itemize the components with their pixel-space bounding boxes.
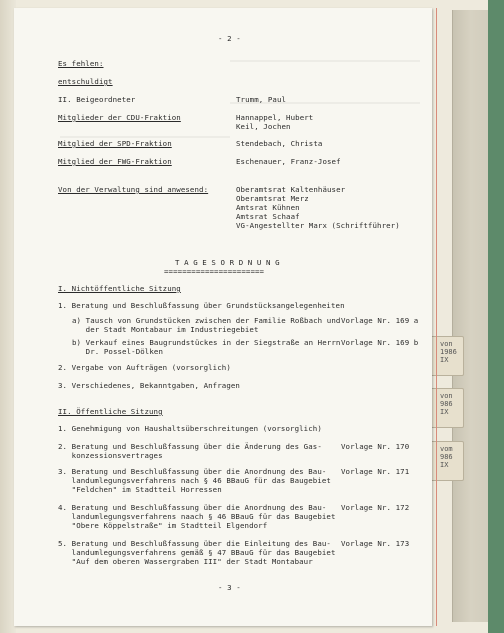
agenda-item-text: 3. Beratung und Beschlußfassung über die Anordnung des Bau-	[58, 467, 327, 476]
agenda-item-text: "Feldchen" im Stadtteil Horressen	[58, 485, 222, 494]
absent-role: Mitglied der SPD-Fraktion	[58, 139, 172, 148]
agenda-item-text: 3. Verschiedenes, Bekanntgaben, Anfragen	[58, 381, 240, 390]
excused-heading: entschuldigt	[58, 77, 113, 86]
agenda-item-text: b) Verkauf eines Baugrundstückes in der Siegstraße an Herrn	[72, 338, 341, 347]
agenda-item-text: landumlegungsverfahrens naach § 46 BBauG für das Baugebiet	[58, 512, 336, 521]
register-tab[interactable]: vom 986 IX	[430, 441, 464, 481]
administration-member: Amtsrat Schaaf	[236, 212, 300, 221]
agenda-item-ref: Vorlage Nr. 170	[341, 442, 410, 451]
agenda-item-ref: Vorlage Nr. 173	[341, 539, 410, 548]
agenda-item-ref: Vorlage Nr. 172	[341, 503, 410, 512]
absent-name: Keil, Jochen	[236, 122, 291, 131]
absent-name: Eschenauer, Franz-Josef	[236, 157, 341, 166]
register-tab[interactable]: von 986 IX	[430, 388, 464, 428]
absent-name: Trumm, Paul	[236, 95, 287, 104]
absent-name: Hannappel, Hubert	[236, 113, 314, 122]
register-tab[interactable]: von 1986 IX	[430, 336, 464, 376]
agenda-item-text: "Obere Köppelstraße" im Stadtteil Elgendorf	[58, 521, 268, 530]
section-heading: I. Nichtöffentliche Sitzung	[58, 284, 181, 293]
administration-member: Amtsrat Kühnen	[236, 203, 300, 212]
page-number-bottom: - 3 -	[218, 583, 241, 592]
page-number-top: - 2 -	[218, 34, 241, 43]
agenda-item-text: 1. Genehmigung von Haushaltsüberschreitungen (vorsorglich)	[58, 424, 322, 433]
agenda-item-text: konzessionsvertrages	[58, 451, 163, 460]
absent-role: II. Beigeordneter	[58, 95, 136, 104]
bleed-through-mark	[60, 136, 230, 138]
administration-heading: Von der Verwaltung sind anwesend:	[58, 185, 209, 194]
agenda-item-text: 2. Vergabe von Aufträgen (vorsorglich)	[58, 363, 231, 372]
agenda-item-text: Dr. Possel-Dölken	[72, 347, 163, 356]
agenda-title: T A G E S O R D N U N G	[175, 258, 280, 267]
agenda-item-text: der Stadt Montabaur im Industriegebiet	[72, 325, 259, 334]
absent-name: Stendebach, Christa	[236, 139, 323, 148]
agenda-item-ref: Vorlage Nr. 169 b	[341, 338, 419, 347]
agenda-item-text: 1. Beratung und Beschlußfassung über Grundstücksangelegenheiten	[58, 301, 345, 310]
absent-role: Mitglied der FWG-Fraktion	[58, 157, 172, 166]
agenda-item-text: "Auf dem oberen Wassergraben III" der Stadt Montabaur	[58, 557, 313, 566]
bleed-through-mark	[230, 60, 420, 62]
agenda-item-text: 4. Beratung und Beschlußfassung über die Anordnung des Bau-	[58, 503, 327, 512]
absent-heading: Es fehlen:	[58, 59, 104, 68]
agenda-item-ref: Vorlage Nr. 171	[341, 467, 410, 476]
agenda-item-text: a) Tausch von Grundstücken zwischen der Familie Roßbach und	[72, 316, 341, 325]
administration-member: Oberamtsrat Kaltenhäuser	[236, 185, 346, 194]
page-edge-line	[436, 8, 437, 626]
agenda-item-text: landumlegungsverfahrens nach § 46 BBauG für das Baugebiet	[58, 476, 331, 485]
administration-member: Oberamtsrat Merz	[236, 194, 309, 203]
agenda-item-text: 2. Beratung und Beschlußfassung über die Änderung des Gas-	[58, 442, 322, 451]
agenda-item-ref: Vorlage Nr. 169 a	[341, 316, 419, 325]
agenda-item-text: landumlegungsverfahrens gemäß § 47 BBauG für das Baugebiet	[58, 548, 336, 557]
agenda-item-text: 5. Beratung und Beschlußfassung über die Einleitung des Bau-	[58, 539, 331, 548]
section-heading: II. Öffentliche Sitzung	[58, 407, 163, 416]
binder-green-edge	[488, 0, 504, 633]
agenda-title-rule: ======================	[164, 267, 265, 276]
absent-role: Mitglieder der CDU-Fraktion	[58, 113, 181, 122]
administration-member: VG-Angestellter Marx (Schriftführer)	[236, 221, 400, 230]
